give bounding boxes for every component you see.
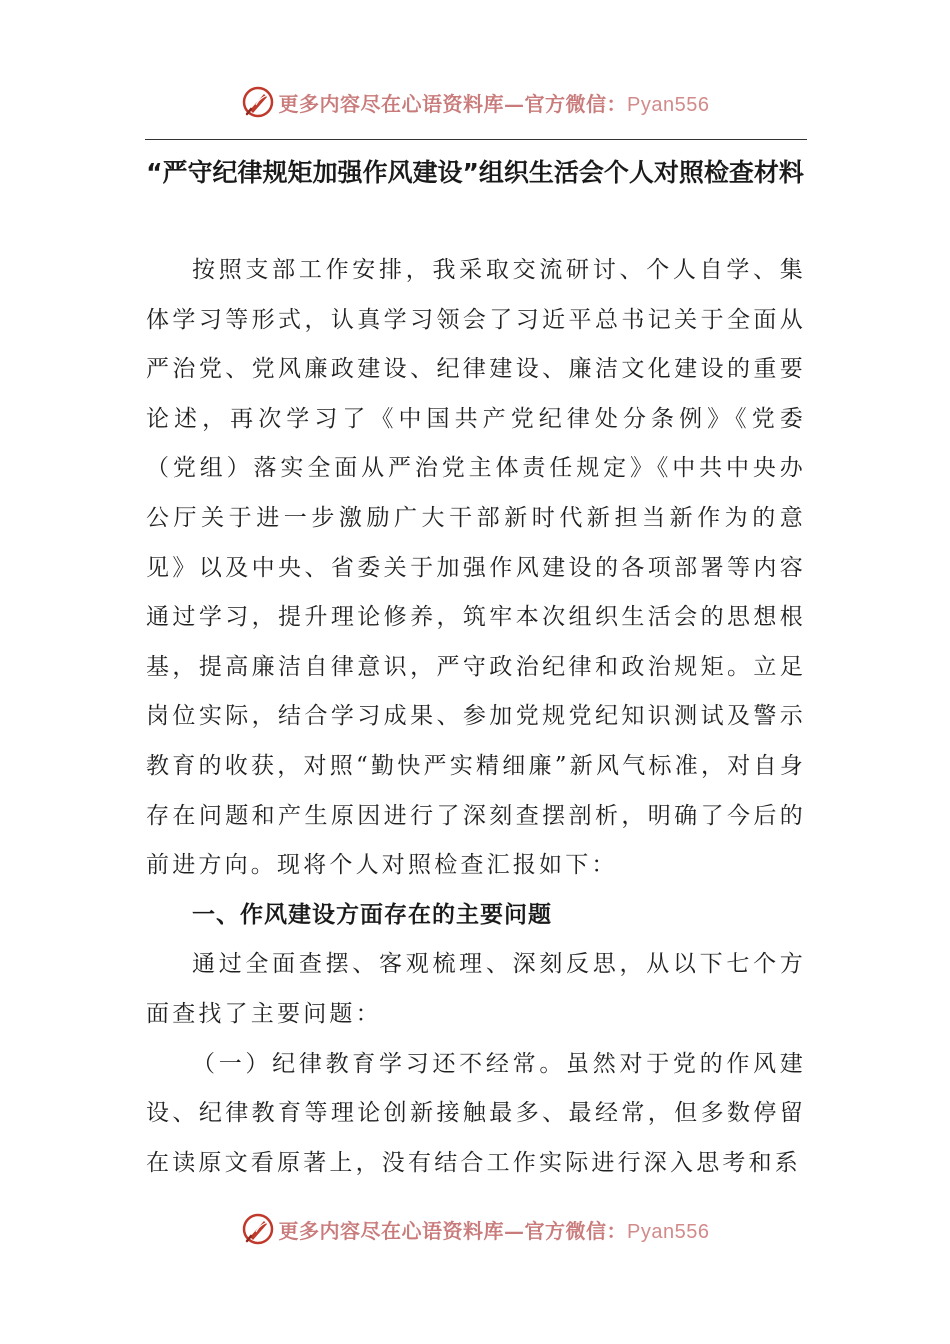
quill-logo-icon [241, 1212, 275, 1246]
footer-watermark [0, 1209, 950, 1249]
intro-paragraph: 按照支部工作安排，我采取交流研讨、个人自学、集体学习等形式，认真学习领会了习近平总书记关于全面从严治党、党风廉政建设、纪律建设、廉洁文化建设的重要论述，再次学习了《中国共产党纪律处分条例》《党委（党组）落实全面从严治党主体责任规定》《中共中央办公厅关于进一步激励广大干部新时代新担当新作为的意见》以及中央、省委关于加强作风建设的各项部署等内容通过学习，提升理论修养，筑牢本次组织生活会的思想根基，提高廉洁自律意识，严守政治纪律和政治规矩。立足岗位实际，结合学习成果、参加党规党纪知识测试及警示教育的收获，对照“勤快严实精细廉”新风气标准，对自身存在问题和产生原因进行了深刻查摆剖析，明确了今后的前进方向。现将个人对照检查汇报如下： [146, 257, 806, 879]
document-title: “严守纪律规矩加强作风建设”组织生活会个人对照检查材料 [146, 158, 804, 187]
watermark-text: 更多内容尽在心语资料库—官方微信：Pyan556 [278, 1218, 710, 1243]
section-heading: 一、作风建设方面存在的主要问题 [192, 901, 552, 928]
item-paragraph: （一）纪律教育学习还不经常。虽然对于党的作风建设、纪律教育等理论创新接触最多、最经常，但多数停留在读原文看原著上，没有结合工作实际进行深入思考和系 [146, 1050, 806, 1176]
header-divider [145, 139, 807, 140]
watermark-handle: Pyan556 [627, 93, 710, 116]
header-watermark [0, 82, 950, 122]
quill-logo-icon [241, 85, 275, 119]
section-intro-paragraph: 通过全面查摆、客观梳理、深刻反思，从以下七个方面查找了主要问题： [146, 951, 806, 1027]
document-body [146, 246, 806, 1188]
watermark-handle: Pyan556 [627, 1220, 710, 1243]
watermark-text: 更多内容尽在心语资料库—官方微信：Pyan556 [278, 91, 710, 116]
